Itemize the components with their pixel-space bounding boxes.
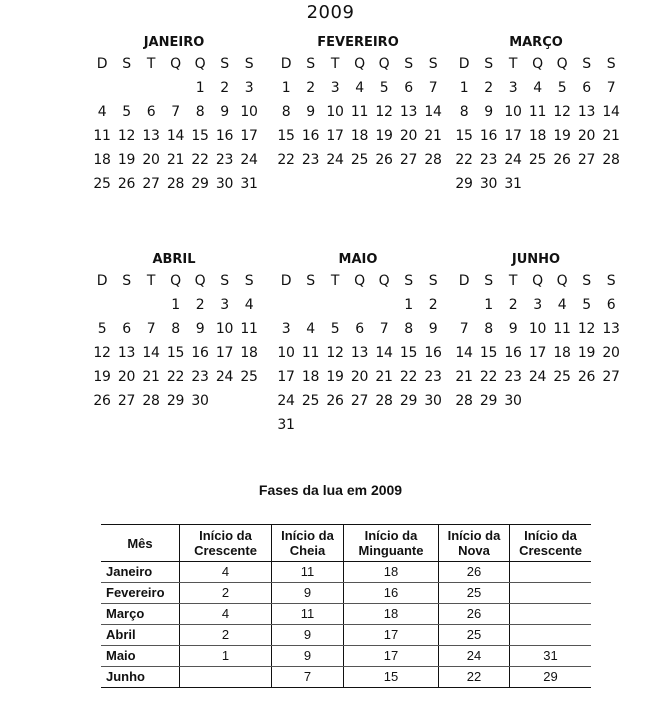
day-cell: 18	[240, 345, 258, 361]
day-cell: 20	[602, 345, 620, 361]
day-cell: 13	[399, 104, 418, 120]
day-cell: 23	[215, 152, 234, 168]
weekday-label: S	[606, 56, 616, 72]
day-cell: 28	[602, 152, 620, 168]
day-cell: 6	[355, 321, 364, 337]
day-cell: 26	[326, 393, 344, 409]
day-cell: 6	[582, 80, 591, 96]
day-cell: 12	[375, 104, 393, 120]
month-cell: Maio	[101, 646, 180, 667]
weekday-label: S	[220, 273, 229, 289]
day-cell: 16	[301, 128, 320, 144]
day-cell: 16	[504, 345, 522, 361]
day-cell: 22	[399, 369, 418, 385]
weekday-label: D	[458, 56, 470, 72]
day-cell: 13	[117, 345, 136, 361]
day-cell: 2	[195, 297, 205, 313]
phase-day-cell: 7	[272, 667, 344, 688]
day-cell: 24	[528, 369, 547, 385]
weekday-label: S	[428, 273, 438, 289]
day-cell: 7	[146, 321, 156, 337]
day-cell: 11	[240, 321, 258, 337]
day-cell: 21	[142, 369, 160, 385]
phase-day-cell: 26	[439, 604, 510, 625]
day-cell: 24	[504, 152, 522, 168]
day-cell: 29	[479, 393, 498, 409]
day-cell: 5	[557, 80, 567, 96]
day-cell: 2	[428, 297, 438, 313]
month-calendar	[452, 251, 620, 409]
table-row	[101, 667, 591, 688]
phase-day-cell: 18	[344, 604, 439, 625]
day-cell: 14	[142, 345, 160, 361]
phase-day-cell: 2	[180, 583, 272, 604]
day-cell: 2	[306, 80, 315, 96]
moon-phases-table	[101, 524, 591, 688]
day-cell: 17	[277, 369, 295, 385]
header-label: Início da Nova	[447, 528, 501, 558]
day-cell: 31	[277, 417, 295, 433]
header-mes: Mês	[101, 525, 180, 562]
weekday-label: Q	[532, 56, 543, 72]
weekday-label: S	[582, 56, 591, 72]
day-cell: 22	[277, 152, 295, 168]
day-cell: 8	[459, 104, 469, 120]
day-cell: 2	[220, 80, 229, 96]
day-cell: 5	[379, 80, 389, 96]
weekday-label: Q	[556, 56, 568, 72]
day-cell: 2	[508, 297, 518, 313]
day-cell: 28	[455, 393, 473, 409]
month-calendar	[90, 34, 258, 192]
phase-day-cell: 17	[344, 625, 439, 646]
day-cell: 3	[281, 321, 291, 337]
month-name: JUNHO	[511, 252, 561, 267]
day-cell: 7	[379, 321, 389, 337]
day-cell: 23	[504, 369, 522, 385]
day-cell: 23	[424, 369, 442, 385]
weekday-label: Q	[378, 273, 390, 289]
day-cell: 28	[142, 393, 160, 409]
phase-day-cell: 17	[344, 646, 439, 667]
month-calendar	[274, 251, 442, 433]
day-cell: 24	[326, 152, 344, 168]
day-cell: 7	[459, 321, 469, 337]
day-cell: 14	[166, 128, 185, 144]
day-cell: 4	[355, 80, 364, 96]
day-cell: 23	[479, 152, 498, 168]
phase-day-cell	[510, 604, 592, 625]
day-cell: 13	[577, 104, 596, 120]
day-cell: 1	[484, 297, 493, 313]
day-cell: 3	[508, 80, 518, 96]
day-cell: 26	[553, 152, 571, 168]
weekday-label: Q	[378, 56, 390, 72]
day-cell: 29	[399, 393, 418, 409]
day-cell: 19	[577, 345, 596, 361]
weekday-label: S	[220, 56, 229, 72]
phase-day-cell	[510, 562, 592, 583]
day-cell: 5	[122, 104, 131, 120]
month-calendar	[274, 34, 442, 168]
day-cell: 8	[195, 104, 205, 120]
weekday-label: S	[582, 273, 591, 289]
weekday-label: Q	[556, 273, 568, 289]
day-cell: 12	[93, 345, 111, 361]
day-cell: 19	[326, 369, 344, 385]
weekday-label: Q	[354, 273, 365, 289]
day-cell: 12	[553, 104, 571, 120]
phase-day-cell: 2	[180, 625, 272, 646]
phase-day-cell: 26	[439, 562, 510, 583]
table-row	[101, 604, 591, 625]
day-cell: 19	[375, 128, 393, 144]
moon-phases-title: Fases da lua em 2009	[258, 482, 403, 498]
day-cell: 8	[484, 321, 493, 337]
day-cell: 21	[455, 369, 473, 385]
day-cell: 11	[528, 104, 547, 120]
phase-day-cell: 4	[180, 604, 272, 625]
day-cell: 23	[191, 369, 209, 385]
table-row	[101, 646, 591, 667]
day-cell: 22	[455, 152, 473, 168]
day-cell: 26	[577, 369, 596, 385]
day-cell: 15	[455, 128, 473, 144]
day-cell: 10	[277, 345, 295, 361]
day-cell: 11	[301, 345, 320, 361]
day-cell: 18	[553, 345, 571, 361]
day-cell: 12	[326, 345, 344, 361]
weekday-label: S	[244, 273, 254, 289]
day-cell: 13	[142, 128, 160, 144]
weekday-label: S	[122, 56, 131, 72]
day-cell: 14	[455, 345, 473, 361]
day-cell: 4	[306, 321, 315, 337]
weekday-label: S	[606, 273, 616, 289]
day-cell: 16	[215, 128, 234, 144]
header-label: Início da Minguante	[358, 528, 424, 558]
day-cell: 15	[166, 345, 185, 361]
day-cell: 26	[117, 176, 136, 192]
day-cell: 1	[459, 80, 469, 96]
month-cell: Abril	[101, 625, 180, 646]
phase-day-cell: 25	[439, 583, 510, 604]
header-crescente-2	[510, 525, 592, 562]
phase-day-cell: 1	[180, 646, 272, 667]
day-cell: 7	[428, 80, 438, 96]
day-cell: 20	[350, 369, 369, 385]
day-cell: 18	[93, 152, 111, 168]
day-cell: 17	[215, 345, 234, 361]
day-cell: 12	[577, 321, 596, 337]
day-cell: 22	[191, 152, 209, 168]
day-cell: 6	[404, 80, 413, 96]
day-cell: 26	[375, 152, 393, 168]
day-cell: 19	[117, 152, 136, 168]
weekday-label: S	[306, 56, 315, 72]
day-cell: 16	[424, 345, 442, 361]
day-cell: 21	[602, 128, 620, 144]
day-cell: 22	[479, 369, 498, 385]
day-cell: 9	[195, 321, 205, 337]
phase-day-cell: 31	[510, 646, 592, 667]
weekday-label: S	[244, 56, 254, 72]
table-header-row	[101, 525, 591, 562]
day-cell: 21	[424, 128, 442, 144]
day-cell: 11	[553, 321, 571, 337]
table-row	[101, 562, 591, 583]
day-cell: 25	[240, 369, 258, 385]
day-cell: 9	[484, 104, 493, 120]
month-cell: Fevereiro	[101, 583, 180, 604]
weekday-label: T	[508, 56, 518, 72]
header-crescente	[180, 525, 272, 562]
day-cell: 25	[350, 152, 369, 168]
day-cell: 1	[281, 80, 291, 96]
day-cell: 10	[504, 104, 522, 120]
header-minguante	[344, 525, 439, 562]
day-cell: 9	[220, 104, 229, 120]
day-cell: 5	[97, 321, 107, 337]
weekday-label: S	[404, 56, 413, 72]
phase-day-cell: 25	[439, 625, 510, 646]
day-cell: 30	[424, 393, 442, 409]
day-cell: 26	[93, 393, 111, 409]
day-cell: 16	[479, 128, 498, 144]
phase-day-cell: 15	[344, 667, 439, 688]
day-cell: 25	[528, 152, 547, 168]
day-cell: 12	[117, 128, 136, 144]
day-cell: 1	[195, 80, 205, 96]
weekday-label: S	[484, 56, 493, 72]
weekday-label: D	[96, 273, 108, 289]
day-cell: 10	[240, 104, 258, 120]
day-cell: 28	[424, 152, 442, 168]
day-cell: 27	[117, 393, 136, 409]
day-cell: 30	[191, 393, 209, 409]
day-cell: 17	[528, 345, 547, 361]
day-cell: 4	[244, 297, 254, 313]
day-cell: 3	[220, 297, 229, 313]
day-cell: 20	[399, 128, 418, 144]
calendar-year-title: 2009	[306, 2, 355, 23]
phase-day-cell: 18	[344, 562, 439, 583]
phase-day-cell: 4	[180, 562, 272, 583]
day-cell: 19	[553, 128, 571, 144]
weekday-label: Q	[194, 56, 206, 72]
day-cell: 15	[191, 128, 209, 144]
day-cell: 18	[301, 369, 320, 385]
day-cell: 29	[455, 176, 473, 192]
month-calendar	[90, 251, 258, 409]
day-cell: 11	[93, 128, 111, 144]
day-cell: 31	[504, 176, 522, 192]
weekday-label: T	[508, 273, 518, 289]
day-cell: 8	[171, 321, 180, 337]
day-cell: 30	[479, 176, 498, 192]
day-cell: 25	[93, 176, 111, 192]
day-cell: 13	[602, 321, 620, 337]
header-label: Início da Crescente	[519, 528, 582, 558]
table-row	[101, 625, 591, 646]
day-cell: 23	[301, 152, 320, 168]
weekday-label: T	[146, 273, 156, 289]
phase-day-cell: 24	[439, 646, 510, 667]
phase-day-cell	[510, 583, 592, 604]
day-cell: 9	[508, 321, 518, 337]
phase-day-cell	[510, 625, 592, 646]
day-cell: 14	[375, 345, 393, 361]
day-cell: 18	[350, 128, 369, 144]
header-nova	[439, 525, 510, 562]
day-cell: 1	[171, 297, 180, 313]
day-cell: 15	[277, 128, 295, 144]
phase-day-cell: 16	[344, 583, 439, 604]
weekday-label: S	[484, 273, 493, 289]
day-cell: 29	[166, 393, 185, 409]
day-cell: 24	[277, 393, 295, 409]
day-cell: 3	[244, 80, 254, 96]
day-cell: 24	[215, 369, 234, 385]
month-name: MARÇO	[509, 35, 563, 50]
weekday-label: D	[96, 56, 108, 72]
day-cell: 25	[301, 393, 320, 409]
weekday-label: T	[330, 273, 340, 289]
day-cell: 4	[533, 80, 542, 96]
header-label: Início da Crescente	[194, 528, 257, 558]
day-cell: 17	[326, 128, 344, 144]
weekday-label: Q	[194, 273, 206, 289]
day-cell: 1	[404, 297, 413, 313]
table-row	[101, 583, 591, 604]
month-cell: Março	[101, 604, 180, 625]
weekday-label: S	[404, 273, 413, 289]
weekday-label: D	[458, 273, 470, 289]
month-cell: Janeiro	[101, 562, 180, 583]
phase-day-cell: 29	[510, 667, 592, 688]
day-cell: 4	[97, 104, 107, 120]
day-cell: 24	[240, 152, 258, 168]
phase-day-cell	[180, 667, 272, 688]
weekday-label: S	[428, 56, 438, 72]
day-cell: 9	[306, 104, 315, 120]
day-cell: 3	[330, 80, 340, 96]
day-cell: 17	[240, 128, 258, 144]
day-cell: 30	[215, 176, 234, 192]
weekday-label: S	[306, 273, 315, 289]
weekday-label: Q	[354, 56, 365, 72]
day-cell: 6	[606, 297, 616, 313]
phase-day-cell: 11	[272, 604, 344, 625]
day-cell: 28	[166, 176, 185, 192]
day-cell: 18	[528, 128, 547, 144]
day-cell: 2	[484, 80, 493, 96]
day-cell: 30	[504, 393, 522, 409]
day-cell: 15	[479, 345, 498, 361]
day-cell: 10	[326, 104, 344, 120]
day-cell: 17	[504, 128, 522, 144]
month-calendar	[452, 34, 620, 192]
day-cell: 22	[166, 369, 185, 385]
day-cell: 13	[350, 345, 369, 361]
day-cell: 27	[602, 369, 620, 385]
day-cell: 14	[424, 104, 442, 120]
day-cell: 5	[582, 297, 591, 313]
day-cell: 15	[399, 345, 418, 361]
day-cell: 10	[528, 321, 547, 337]
header-label: Início da Cheia	[281, 528, 334, 558]
weekday-label: T	[330, 56, 340, 72]
header-cheia	[272, 525, 344, 562]
day-cell: 20	[117, 369, 136, 385]
day-cell: 3	[533, 297, 542, 313]
month-name: MAIO	[338, 252, 378, 267]
month-name: FEVEREIRO	[317, 35, 399, 50]
month-name: JANEIRO	[143, 35, 205, 50]
day-cell: 29	[191, 176, 209, 192]
weekday-label: Q	[170, 56, 181, 72]
day-cell: 16	[191, 345, 209, 361]
day-cell: 20	[142, 152, 160, 168]
day-cell: 27	[142, 176, 160, 192]
day-cell: 7	[171, 104, 180, 120]
day-cell: 27	[350, 393, 369, 409]
weekday-label: D	[280, 56, 292, 72]
phase-day-cell: 9	[272, 646, 344, 667]
day-cell: 27	[577, 152, 596, 168]
day-cell: 4	[557, 297, 567, 313]
day-cell: 11	[350, 104, 369, 120]
phase-day-cell: 9	[272, 583, 344, 604]
weekday-label: Q	[532, 273, 543, 289]
day-cell: 19	[93, 369, 111, 385]
phase-day-cell: 11	[272, 562, 344, 583]
day-cell: 14	[602, 104, 620, 120]
day-cell: 21	[166, 152, 185, 168]
weekday-label: T	[146, 56, 156, 72]
weekday-label: Q	[170, 273, 181, 289]
day-cell: 28	[375, 393, 393, 409]
phase-day-cell: 9	[272, 625, 344, 646]
day-cell: 6	[122, 321, 131, 337]
day-cell: 25	[553, 369, 571, 385]
month-name: ABRIL	[152, 252, 196, 267]
day-cell: 10	[215, 321, 234, 337]
day-cell: 20	[577, 128, 596, 144]
weekday-label: S	[122, 273, 131, 289]
day-cell: 21	[375, 369, 393, 385]
day-cell: 8	[281, 104, 291, 120]
day-cell: 8	[404, 321, 413, 337]
day-cell: 7	[606, 80, 616, 96]
day-cell: 27	[399, 152, 418, 168]
phase-day-cell: 22	[439, 667, 510, 688]
day-cell: 9	[428, 321, 438, 337]
day-cell: 5	[330, 321, 340, 337]
month-cell: Junho	[101, 667, 180, 688]
day-cell: 31	[240, 176, 258, 192]
weekday-label: D	[280, 273, 292, 289]
day-cell: 6	[146, 104, 156, 120]
